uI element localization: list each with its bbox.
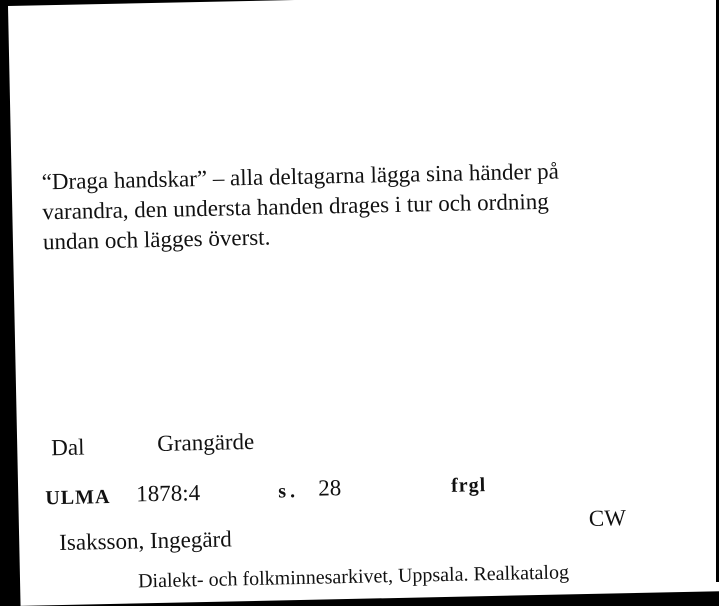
description-line-1: “Draga handskar” – alla deltagarna lägga sina händer på — [41, 158, 560, 195]
description-line-3: undan och lägges överst. — [42, 224, 271, 255]
page-number: 28 — [317, 475, 342, 501]
scan-border-left — [0, 0, 8, 582]
card-description — [41, 154, 683, 257]
archive-code: ULMA — [45, 485, 111, 510]
province-label: Dal — [50, 434, 85, 461]
archive-footer: Dialekt- och folkminnesarkivet, Uppsala. Realkatalog — [137, 561, 570, 593]
parish-label: Grangärde — [156, 428, 255, 456]
accession-number: 1878:4 — [135, 480, 201, 507]
description-line-2: varandra, den understa handen drages i tur och ordning — [42, 188, 549, 225]
informant-name: Isaksson, Ingegärd — [58, 526, 232, 556]
recorder-initials: CW — [588, 505, 627, 531]
page-prefix: s. — [277, 480, 300, 503]
category-code: frgl — [450, 474, 487, 497]
catalog-card — [8, 0, 719, 606]
